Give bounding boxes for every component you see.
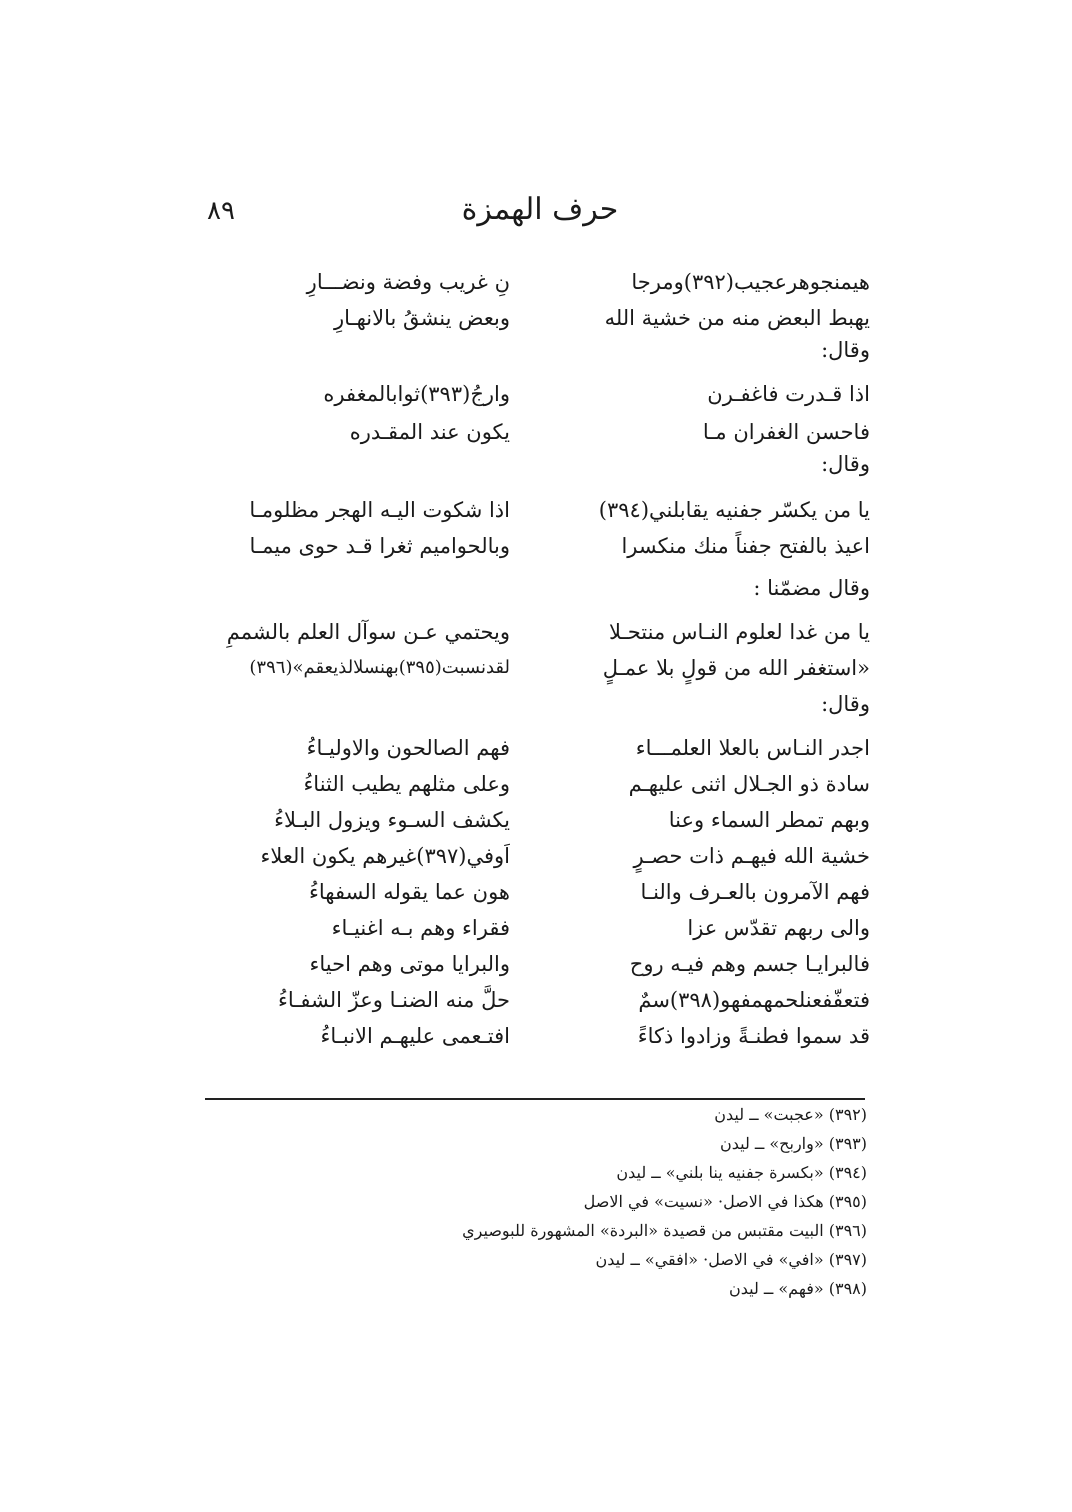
poem-intro: وقال: [821,692,870,716]
first-hemistich: اجدر النـاس بالعلا العلمـــاء [635,736,870,760]
page-number: ٨٩ [207,196,235,226]
verse-line [200,614,870,650]
second-hemistich: يكشف السـوء ويزول البـلاءُ [274,808,510,832]
verse-line [200,730,870,766]
first-hemistich: يهبط البعض منه من خشية الله [604,306,870,330]
second-hemistich: اَوفي(٣٩٧)غيرهم يكون العلاء [260,844,510,868]
verse-line [200,1018,870,1054]
poem-block-5 [200,730,870,1054]
first-hemistich: خشية الله فيهـم ذات حصـرٍ [633,844,870,868]
verse-line [200,766,870,802]
second-hemistich: والبرايا موتى وهم احياء [309,952,510,976]
footnote: (٣٩٧) «افي» في الاصل· «افقي» ــ ليدن [595,1250,867,1269]
first-hemistich: فتعفّفعنلحمهمفهو(٣٩٨)سمٌ [638,988,870,1012]
verse-line [200,264,870,300]
footnote: (٣٩٢) «عجبت» ــ ليدن [714,1105,867,1124]
second-hemistich: يكون عند المقـدره [349,420,510,444]
verse-line [200,838,870,874]
verse-line [200,300,870,336]
poem-block-3 [200,492,870,564]
verse-line [200,492,870,528]
verse-line [200,802,870,838]
first-hemistich: يا من يكسّر جفنيه يقابلني(٣٩٤) [598,498,870,522]
verse-line [200,982,870,1018]
footnote: (٣٩٣) «واربح» ــ ليدن [719,1134,867,1153]
footnote: (٣٩٥) هكذا في الاصل· «نسيت» في الاصل [583,1192,867,1211]
first-hemistich: يا من غدا لعلوم النـاس منتحـلا [609,620,870,644]
first-hemistich: هيمنجوهرعجيب(٣٩٢)ومرجا [631,270,870,294]
verse-line [200,376,870,412]
poem-block-2 [200,376,870,450]
second-hemistich: فهم الصالحون والاوليـاءُ [306,736,510,760]
second-hemistich: افتـعمى عليهـم الانبـاءُ [320,1024,510,1048]
footnotes [347,1100,867,1303]
verse-line [200,528,870,564]
footnote: (٣٩٤) «بكسرة جفنيه ينا بلني» ــ ليدن [616,1163,867,1182]
first-hemistich: اذا قـدرت فاغفـرن [707,382,870,406]
second-hemistich: وبعض ينشقُ بالانهـارِ [333,306,510,330]
second-hemistich: هون عما يقوله السفهاءُ [309,880,510,904]
second-hemistich: اذا شكوت اليـه الهجر مظلومـا [249,498,510,522]
second-hemistich: ويحتمي عـن سوآل العلم بالشممِ [226,620,510,644]
footnote: (٣٩٦) البيت مقتبس من قصيدة «البردة» المشهورة للبوصيري [462,1221,867,1240]
first-hemistich: فالبرايـا جسم وهم فيـه روح [629,952,870,976]
second-hemistich: وارجُ(٣٩٣)ثوابالمغفره [323,382,510,406]
first-hemistich: اعيذ بالفتح جفناً منك منكسرا [621,534,870,558]
poem-intro: وقال مضمّنا : [753,576,870,600]
verse-line [200,910,870,946]
second-hemistich: لقدنسبت(٣٩٥)بهنسلالذيعقم»(٣٩٦) [249,657,510,678]
second-hemistich: نِ غريب وفضة ونضـــارِ [306,270,510,294]
second-hemistich: فقراء وهم بـه اغنيـاء [331,916,510,940]
first-hemistich: والى ربهم تقدّس عزا [687,916,870,940]
verse-line [200,650,870,686]
first-hemistich: فاحسن الغفران مـا [702,420,870,444]
second-hemistich: حلَّ منه الضنـا وعزّ الشفـاءُ [277,988,510,1012]
verse-line [200,874,870,910]
poem-intro: وقال: [821,452,870,476]
running-title: حرف الهمزة [461,192,619,227]
poem-block-1 [200,264,870,336]
first-hemistich: سادة ذو الجـلال اثنى عليهـم [628,772,870,796]
verse-line [200,414,870,450]
footnote: (٣٩٨) «فهم» ــ ليدن [728,1279,867,1298]
first-hemistich: وبهم تمطر السماء وعنا [668,808,870,832]
second-hemistich: وبالحواميم ثغرا قـد حوى ميمـا [249,534,510,558]
first-hemistich: فهم الآمرون بالعـرف والنـا [640,880,870,904]
poem-block-4 [200,614,870,686]
second-hemistich: وعلى مثلهم يطيب الثناءُ [303,772,510,796]
verse-line [200,946,870,982]
first-hemistich: «استغفر الله من قولٍ بلا عمـلٍ [602,656,870,680]
poem-intro: وقال: [821,338,870,362]
first-hemistich: قد سموا فطنـةً وزادوا ذكاءً [637,1024,870,1048]
